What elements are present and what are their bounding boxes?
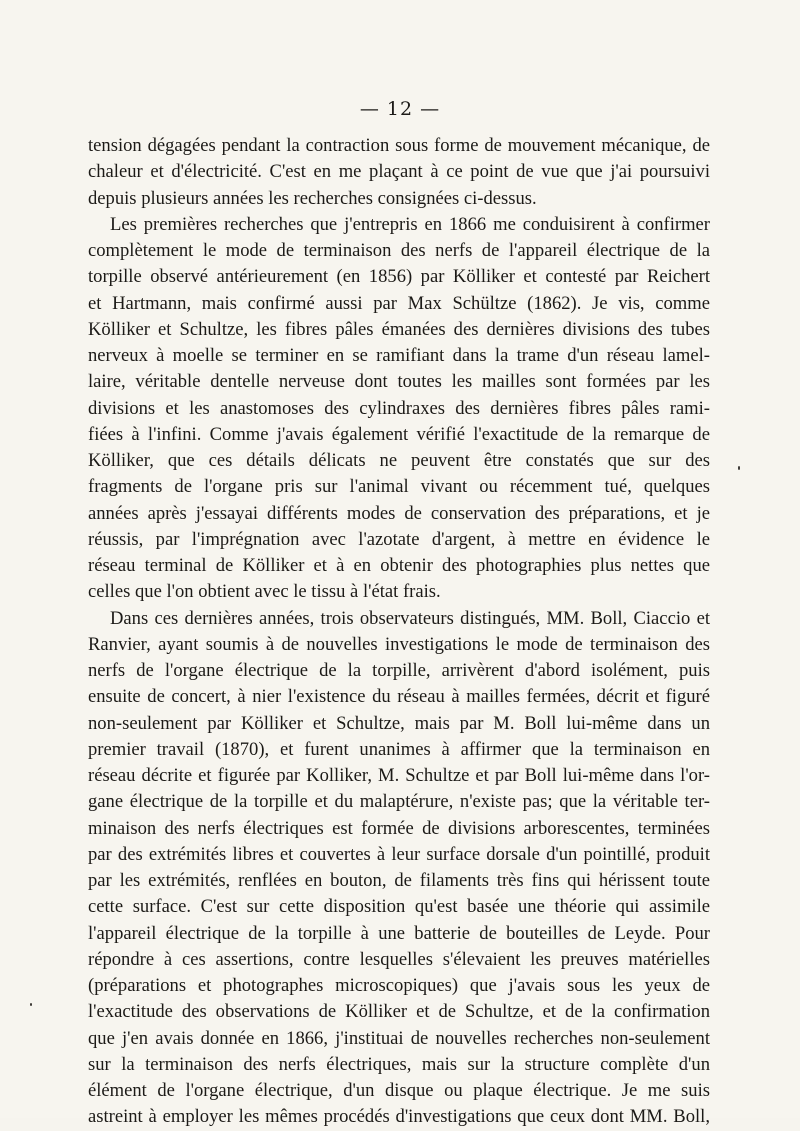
text-line: réseau décrite et figurée par Kolliker, M. Schultze et par Boll lui-même dans l'or- <box>88 765 710 786</box>
text-line: laire, véritable dentelle nerveuse dont toutes les mailles sont formées par les <box>88 371 710 393</box>
text-line: divisions et les anastomoses des cylindraxes des dernières fibres pâles rami- <box>88 397 710 419</box>
paragraph-1 <box>88 133 710 212</box>
paragraph-3 <box>88 606 710 1131</box>
text-line: cette surface. C'est sur cette disposition qu'est basée une théorie qui assimile <box>88 896 710 918</box>
scan-speck <box>30 1003 32 1006</box>
text-line: gane électrique de la torpille et du malaptérure, n'existe pas; que la véritable ter- <box>88 791 710 813</box>
text-line: années après j'essayai différents modes de conservation des préparations, et je <box>88 502 710 524</box>
text-line: astreint à employer les mêmes procédés d'investigations que ceux dont MM. Boll, <box>88 1106 710 1128</box>
text-line: chaleur et d'électricité. C'est en me plaçant à ce point de vue que j'ai poursuivi <box>88 161 710 183</box>
text-line: sur la terminaison des nerfs électriques, mais sur la structure complète d'un <box>88 1053 710 1075</box>
text-line: Dans ces dernières années, trois observateurs distingués, MM. Boll, Ciaccio et <box>110 607 710 629</box>
text-line: l'exactitude des observations de Kölliker et de Schultze, et de la confirmation <box>88 1001 710 1023</box>
paragraph-2 <box>88 212 710 606</box>
text-line: depuis plusieurs années les recherches consignées ci-dessus. <box>88 187 537 209</box>
text-line: élément de l'organe électrique, d'un disque ou plaque électrique. Je me suis <box>88 1080 710 1101</box>
text-line: Kölliker et Schultze, les fibres pâles émanées des dernières divisions des tubes <box>88 318 710 340</box>
text-line: fragments de l'organe pris sur l'animal vivant ou récemment tué, quelques <box>88 476 710 498</box>
text-line: répondre à ces assertions, contre lesquelles s'élevaient les preuves matérielles <box>88 948 710 970</box>
text-line: et Hartmann, mais confirmé aussi par Max Schültze (1862). Je vis, comme <box>88 292 710 314</box>
text-line: torpille observé antérieurement (en 1856) par Kölliker et contesté par Reichert <box>88 266 710 288</box>
text-line: fiées à l'infini. Comme j'avais également vérifié l'exactitude de la remarque de <box>88 423 710 445</box>
text-line: tension dégagées pendant la contraction sous forme de mouvement mécanique, de <box>88 135 710 156</box>
text-line: Les premières recherches que j'entrepris en 1866 me conduisirent à confirmer <box>110 213 710 235</box>
text-line: complètement le mode de terminaison des nerfs de l'appareil électrique de la <box>88 240 710 261</box>
text-line: par des extrémités libres et couvertes à leur surface dorsale d'un pointillé, produit <box>88 843 710 865</box>
text-line: celles que l'on obtient avec le tissu à l'état frais. <box>88 581 441 603</box>
text-line: réussis, par l'imprégnation avec l'azotate d'argent, à mettre en évidence le <box>88 528 710 550</box>
text-line: réseau terminal de Kölliker et à en obtenir des photographies plus nettes que <box>88 555 710 576</box>
text-line: premier travail (1870), et furent unanimes à affirmer que la terminaison en <box>88 738 710 760</box>
page-number: — 12 — <box>359 98 441 120</box>
body-text <box>88 133 710 1131</box>
scan-speck <box>738 466 740 470</box>
text-line: que j'en avais donnée en 1866, j'instituai de nouvelles recherches non-seulement <box>88 1027 710 1049</box>
text-line: (préparations et photographes microscopiques) que j'avais sous les yeux de <box>88 975 710 996</box>
text-line: ensuite de concert, à nier l'existence du réseau à mailles fermées, décrit et figuré <box>88 686 710 708</box>
text-line: l'appareil électrique de la torpille à une batterie de bouteilles de Leyde. Pour <box>88 922 710 944</box>
text-line: non-seulement par Kölliker et Schultze, mais par M. Boll lui-même dans un <box>88 712 710 734</box>
text-line: nerfs de l'organe électrique de la torpille, arrivèrent d'abord isolément, puis <box>88 660 710 681</box>
text-line: par les extrémités, renflées en bouton, de filaments très fins qui hérissent toute <box>88 870 710 891</box>
text-line: nerveux à moelle se terminer en se ramifiant dans la trame d'un réseau lamel- <box>88 345 710 366</box>
text-line: minaison des nerfs électriques est formée de divisions arborescentes, terminées <box>88 817 710 839</box>
text-line: Kölliker, que ces détails délicats ne peuvent être constatés que sur des <box>88 450 710 471</box>
text-line: Ranvier, ayant soumis à de nouvelles investigations le mode de terminaison des <box>88 633 710 655</box>
